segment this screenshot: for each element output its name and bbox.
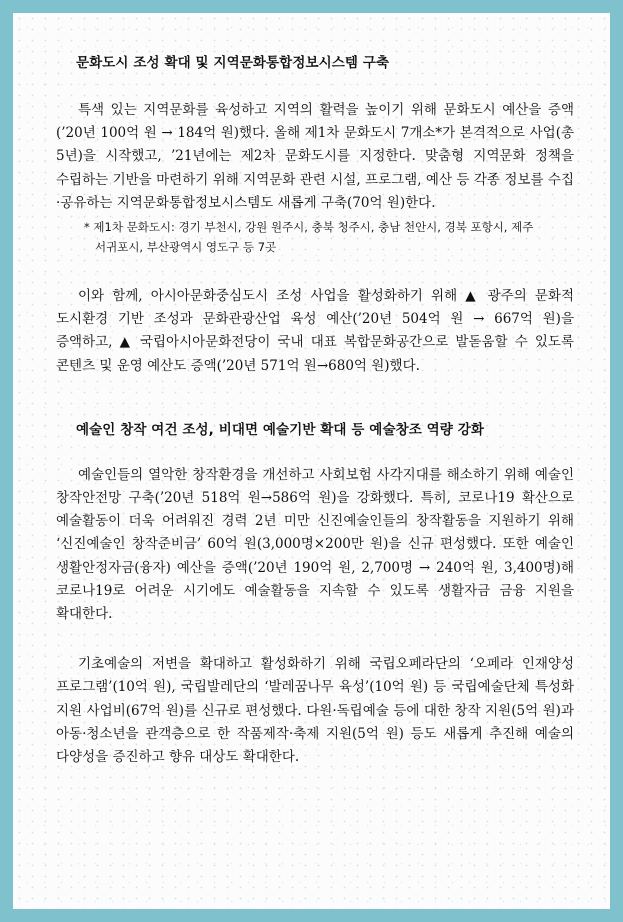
section-heading-culture-city: 문화도시 조성 확대 및 지역문화통합정보시스템 구축 — [76, 55, 390, 71]
section-heading-artist-support: 예술인 창작 여건 조성, 비대면 예술기반 확대 등 예술창조 역량 강화 — [76, 421, 485, 438]
footnote-culture-cities: * 제1차 문화도시: 경기 부천시, 강원 원주시, 충북 청주시, 충남 천안시, 경북 포항시, 제주 서귀포시, 부산광역시 영도구 등 7곳 — [84, 220, 534, 255]
document-content — [56, 51, 574, 769]
paragraph-asia-culture: 이와 함께, 아시아문화중심도시 조성 사업을 활성화하기 위해 ▲ 광주의 문화적 도시환경 기반 조성과 문화관광산업 육성 예산(’20년 504억 원 → 667억 원)을 증액하고, ▲ 국립아시아문화전당이 국내 대표 복합문화공간으로 발돋움할 수 있도록 콘텐츠 및 운영 예산도 증액(’20년 571억 원→680억 원)했다. — [56, 288, 574, 374]
paragraph-culture-city: 특색 있는 지역문화를 육성하고 지역의 활력을 높이기 위해 문화도시 예산을 증액(’20년 100억 원 → 184억 원)했다. 올해 제1차 문화도시 7개소*가 본격적으로 사업(총 5년)을 시작했고, ’21년에는 제2차 문화도시를 지정한다. 맞춤형 지역문화 정책을 수립하는 기반을 마련하기 위해 지역문화 관련 시설, 프로그램, 예산 등 각종 정보를 수집·공유하는 지역문화통합정보시스템도 새롭게 구축(70억 원)한다. — [56, 102, 574, 211]
paragraph-basic-arts: 기초예술의 저변을 확대하고 활성화하기 위해 국립오페라단의 ‘오페라 인재양성 프로그램’(10억 원), 국립발레단의 ‘발레꿈나무 육성’(10억 원) 등 국립예술단체 특성화 지원 사업비(67억 원)를 신규로 편성했다. 다원·독립예술 등에 대한 창작 지원(5억 원)과 아동·청소년을 관객층으로 한 작품제작·축제 지원(5억 원) 등도 새롭게 추진해 예술의 다양성을 증진하고 향유 대상도 확대한다. — [56, 656, 574, 766]
paragraph-artist-safety-net: 예술인들의 열악한 창작환경을 개선하고 사회보험 사각지대를 해소하기 위해 예술인 창작안전망 구축(’20년 518억 원→586억 원)을 강화했다. 특히, 코로나19 확산으로 예술활동이 더욱 어려워진 경력 2년 미만 신진예술인들의 창작활동을 지원하기 위해 ‘신진예술인 창작준비금’ 60억 원(3,000명×200만 원)을 신규 편성했다. 또한 예술인 생활안정자금(융자) 예산을 증액(’20년 190억 원, 2,700명 → 240억 원, 3,400명)해 코로나19로 어려운 시기에도 예술활동을 지속할 수 있도록 생활자금 금융 지원을 확대한다. — [56, 466, 574, 623]
document-page — [13, 13, 610, 909]
